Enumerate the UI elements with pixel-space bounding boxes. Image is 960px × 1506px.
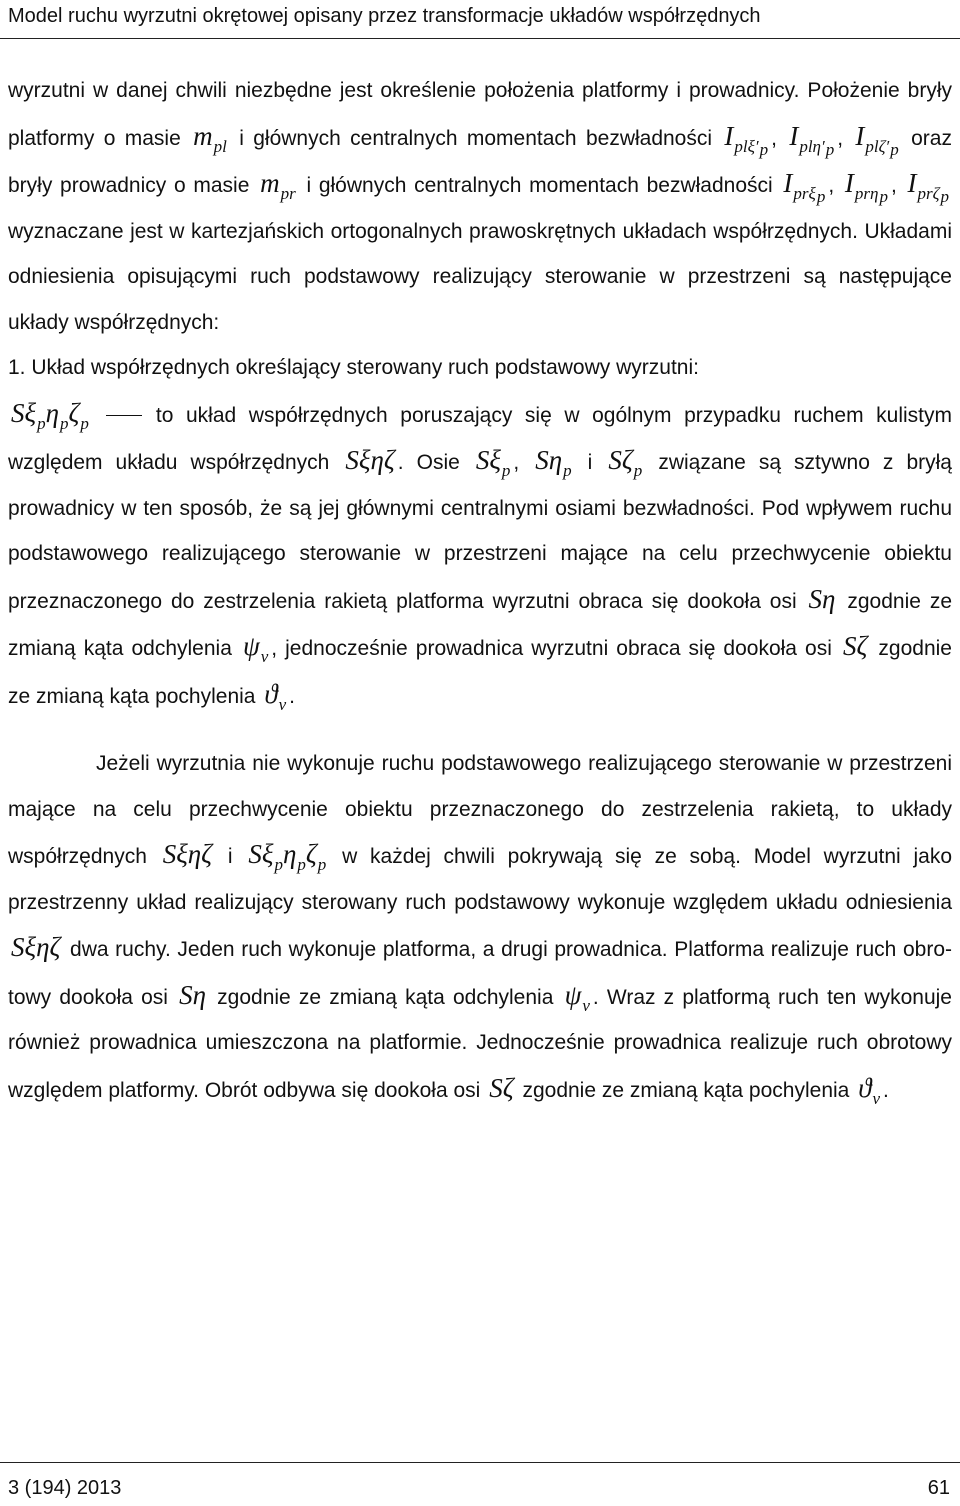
math-m-pl: $m_{pl}$	[193, 120, 227, 156]
p3-text-7: zgodnie ze zmianą kąta pochylenia	[8, 637, 952, 708]
p3-text-6: , jednocześnie prowadnica wyrzutni obraca się dookoła osi	[271, 637, 832, 660]
math-s-eta: Sη	[179, 979, 206, 1010]
em-dash	[106, 415, 142, 416]
math-m-pr: $m_{pr}$	[260, 168, 296, 203]
paragraph-3: $S\xi_p\eta_p\zeta_p$ to układ współrzędnych poruszający się w ogólnym przypadku ruchem kulistym względem układu współrzędnych Sξηζ . Osie $S\xi_p$ , $S\eta_p$ i $S\zeta_p$ związane są sztywno z bryłą prowadnicy w ten sposób, że są jej głównymi centralnymi osiami bezwładności. Pod wpływem ruchu podstawowego realizującego sterowanie w przestrzeni mające na celu przechwycenie obiektu przeznaczonego do zestrzelenia rakietą platforma wyrzutni obraca się dookoła osi Sη zgodnie ze zmianą kąta odchylenia $\psi_v$ , jednocześnie prowadnica wyrzutni obraca się dookoła osi Sζ zgodnie ze zmianą kąta pochylenia $ϑ_v$ .	[8, 397, 952, 714]
list-item-1: 1. Układ współrzędnych określający sterowany ruch podstawowy wyrzutni:	[8, 356, 699, 379]
math-s-xi-p: $S\xi_p$	[475, 445, 511, 480]
p1-text-5: wyznaczane jest w kartezjańskich ortogonalnych prawoskrętnych układach współrzędnych. Układami odniesienia opisującymi ruch podstawowy realizujący sterowanie w przestrzeni są następujące układy współrzędnych:	[8, 219, 952, 334]
math-i-pr-zeta: $I_{pr\zeta p}$	[907, 168, 949, 206]
math-i-pl-zeta: $I_{pl\zeta'p}$	[855, 120, 899, 159]
p2-text-3: w każdej chwili pokrywają się ze sobą. Model wyrzutni jako przestrzenny układ realizujący sterowany ruch podstawowy wykonuje względem układu odniesienia	[8, 845, 953, 914]
footer-rule	[0, 1462, 960, 1463]
math-i-pr-xi: $I_{pr\xi p}$	[783, 168, 826, 206]
p2-text-6: . Wraz z platformą ruch ten wykonuje również prowadnica umieszczona na platformie. Jednocześnie prowadnica realizuje ruch obrotowy względem platformy. Obrót odbywa się dookoła osi	[8, 985, 952, 1102]
math-s-xi-eta-zeta: Sξηζ	[11, 932, 61, 962]
math-s-xi-eta-zeta: Sξηζ	[162, 839, 213, 869]
math-s-xi-eta-zeta: Sξηζ	[345, 445, 395, 475]
page-number: 61	[927, 1477, 950, 1499]
paragraph-2: Jeżeli wyrzutnia nie wykonuje ruchu podstawowego realizującego sterowanie w przestrzeni mające na celu przechwycenie obiektu przeznaczonego do zestrzelenia rakietą, to układy współrzędnych Sξηζ i $S\xi_p\eta_p\zeta_p$ w każdej chwili pokrywają się ze sobą. Model wyrzutni jako przestrzenny układ realizujący sterowany ruch podstawowy wykonuje względem układu odniesienia Sξηζ dwa ruchy. Jeden ruch wykonuje platforma, a drugi prowadnica. Platforma realizuje ruch obrotowy dookoła osi Sη zgodnie ze zmianą kąta odchylenia $\psi_v$ . Wraz z platformą ruch ten wykonuje również prowadnica umieszczona na platformie. Jednocześnie prowadnica realizuje ruch obrotowy względem platformy. Obrót odbywa się dookoła osi Sζ zgodnie ze zmianą kąta pochylenia $ϑ_v$ .	[8, 752, 953, 1108]
math-i-pl-xi: $I_{pl\xi'p}$	[724, 120, 769, 159]
math-s-zeta-p: $S\zeta_p$	[608, 445, 643, 480]
math-s-zeta: Sζ	[842, 631, 868, 661]
p3-text-1: to układ współrzędnych poruszający się w ogólnym przypadku ruchem kulistym względem układu współrzędnych	[8, 403, 952, 474]
body-text	[8, 68, 952, 1113]
p2-text-1: Jeżeli wyrzutnia nie wykonuje ruchu podstawowego realizującego sterowanie w przestrzeni mające na celu przechwycenie obiektu przeznaczonego do zestrzelenia rakietą, to układy współrzędnych	[8, 752, 952, 868]
p1-text-4: i głównych centralnych momentach bezwładności	[306, 174, 773, 197]
p2-text-2: i	[227, 845, 233, 868]
running-title: Model ruchu wyrzutni okrętowej opisany przez transformacje układów współrzędnych	[8, 5, 761, 27]
issue-number: 3 (194) 2013	[8, 1477, 122, 1499]
math-s-eta: Sη	[808, 583, 836, 614]
p1-text-2: i głównych centralnych momentach bezwładności	[239, 126, 713, 150]
p1-text-1: wyrzutni w danej chwili niezbędne jest określenie położenia platformy i prowadnicy. Położenie bryły platformy o masie	[8, 79, 952, 150]
math-psi-v: $\psi_v$	[242, 631, 269, 666]
p3-text-2: . Osie	[397, 451, 460, 474]
p1-text-3: oraz bryły prowadnicy o masie	[8, 126, 952, 197]
p2-text-4: dwa ruchy. Jeden ruch wykonuje platforma, a drugi prowadnica. Platforma realizuje ruch obrotowy dookoła osi	[8, 938, 952, 1009]
math-theta-v: $ϑ_v$	[264, 678, 287, 714]
math-s-xi-eta-zeta-p: $S\xi_p\eta_p\zeta_p$	[248, 839, 327, 874]
paragraph-1: wyrzutni w danej chwili niezbędne jest określenie położenia platformy i prowadnicy. Położenie bryły platformy o masie $m_{pl}$ i głównych centralnych momentach bezwładności $I_{pl\xi'p}$ , $I_{pl\eta'p}$ , $I_{pl\zeta'p}$ oraz bryły prowadnicy o masie $m_{pr}$ i głównych centralnych momentach bezwładności $I_{pr\xi p}$ , $I_{pr\eta p}$ , $I_{pr\zeta p}$ wyznaczane jest w kartezjańskich ortogonalnych prawoskrętnych układach współrzędnych. Układami odniesienia opisującymi ruch podstawowy realizujący sterowanie w przestrzeni są następujące układy współrzędnych:	[8, 79, 952, 334]
p3-text-5: zgodnie ze zmianą kąta odchylenia	[8, 589, 952, 660]
math-i-pl-eta: $I_{pl\eta'p}$	[789, 120, 835, 159]
math-psi-v: $\psi_v$	[564, 979, 590, 1015]
math-i-pr-eta: $I_{pr\eta p}$	[844, 168, 888, 206]
math-s-xi-eta-zeta-p: $S\xi_p\eta_p\zeta_p$	[11, 397, 89, 433]
header-rule	[0, 38, 960, 39]
p2-text-7: zgodnie ze zmianą kąta pochylenia	[522, 1078, 850, 1102]
p3-text-3: i	[587, 451, 593, 474]
math-theta-v: $ϑ_v$	[858, 1072, 880, 1108]
math-s-zeta: Sζ	[489, 1072, 514, 1103]
math-s-eta-p: $S\eta_p$	[535, 445, 572, 480]
p3-text-4: związane są sztywno z bryłą prowadnicy w ten sposób, że są jej głównymi centralnymi osiami bezwładności. Pod wpływem ruchu podstawowego realizującego sterowanie w przestrzeni mające na celu przechwycenie obiektu przeznaczonego do zestrzelenia rakietą platforma wyrzutni obraca się dookoła osi	[8, 451, 952, 613]
p2-text-5: zgodnie ze zmianą kąta odchylenia	[217, 985, 554, 1009]
